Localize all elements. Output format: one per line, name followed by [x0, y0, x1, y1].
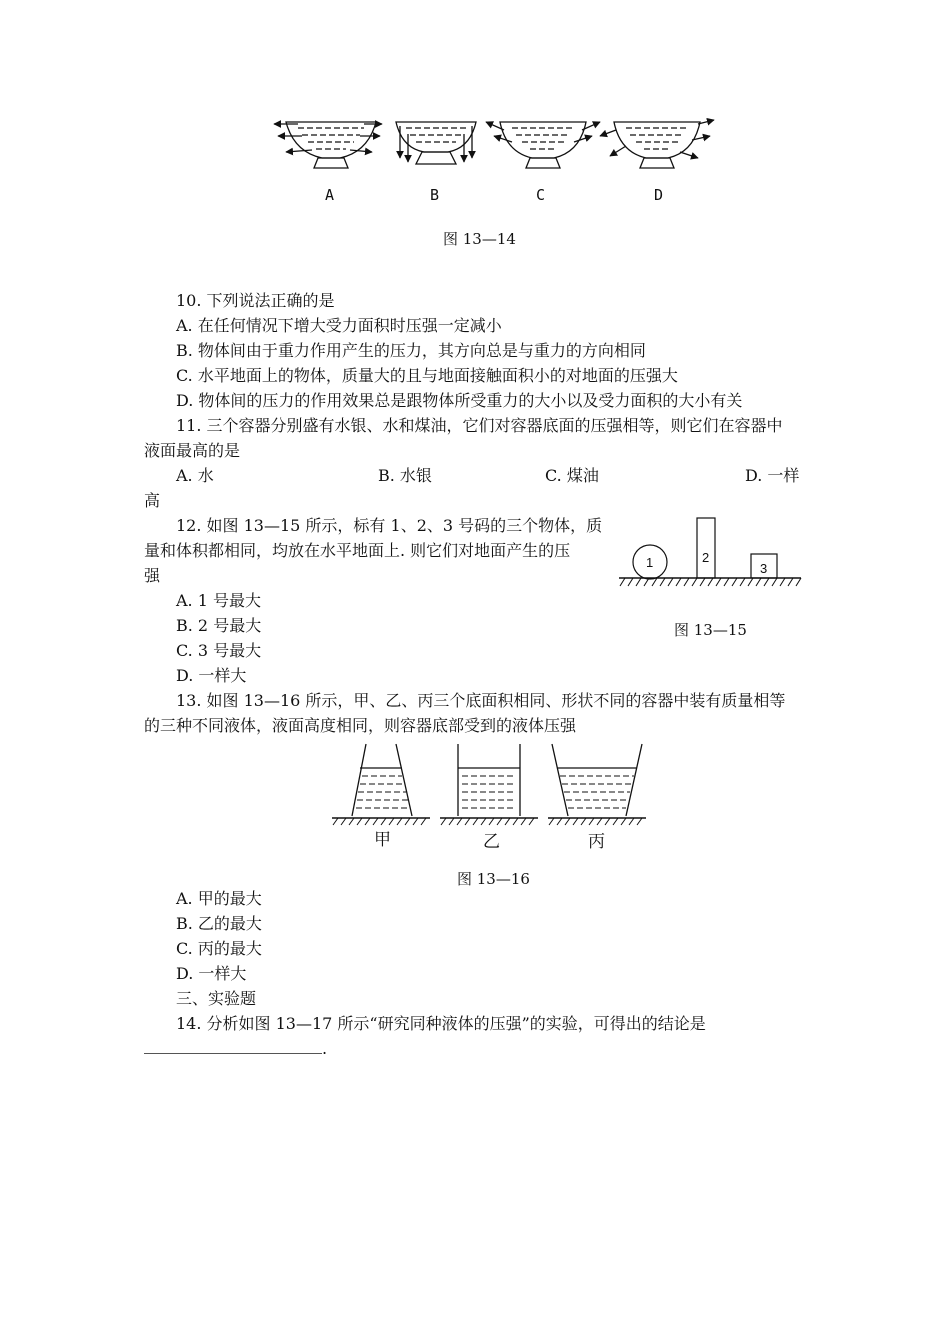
container-yi — [458, 744, 520, 816]
fig14-label-b: B — [430, 186, 440, 204]
q11-option-c: C. 煤油 — [545, 466, 599, 485]
figure-13-15 — [615, 514, 805, 594]
object-2-tall-block — [697, 518, 715, 578]
q13-option-d: D. 一样大 — [176, 964, 247, 983]
q13-option-a: A. 甲的最大 — [176, 889, 262, 908]
bowl-a — [274, 122, 382, 168]
fig16-label-jia: 甲 — [374, 830, 391, 850]
figure-13-16 — [330, 742, 650, 852]
q10-option-b: B. 物体间由于重力作用产生的压力，其方向总是与重力的方向相同 — [176, 341, 646, 360]
fig15-label-3: 3 — [760, 561, 768, 576]
bowl-c — [486, 122, 600, 168]
q12-option-b: B. 2 号最大 — [176, 616, 262, 635]
bowl-b — [396, 122, 476, 164]
fig15-label-1: 1 — [646, 555, 654, 570]
q11-option-b: B. 水银 — [378, 466, 432, 485]
fig16-label-yi: 乙 — [483, 832, 500, 852]
q12-option-c: C. 3 号最大 — [176, 641, 262, 660]
q11-stem-line2: 液面最高的是 — [144, 441, 241, 460]
q14-answer-line — [144, 1038, 327, 1060]
q14-answer-blank[interactable] — [144, 1039, 322, 1054]
q11-option-a: A. 水 — [176, 466, 214, 485]
q11-option-d-wrap: 高 — [144, 491, 161, 510]
q13-option-c: C. 丙的最大 — [176, 939, 262, 958]
q10-option-d: D. 物体间的压力的作用效果总是跟物体所受重力的大小以及受力面积的大小有关 — [176, 391, 743, 410]
q12-stem-line1: 12. 如图 13—15 所示，标有 1、2、3 号码的三个物体，质 — [176, 516, 603, 535]
q14-stem: 14. 分析如图 13—17 所示“研究同种液体的压强”的实验，可得出的结论是 — [176, 1014, 706, 1033]
q12-stem-line3: 强 — [144, 566, 161, 585]
bowl-d — [600, 120, 714, 168]
figure-13-16-caption: 图 13—16 — [457, 870, 530, 888]
fig14-label-d: D — [654, 186, 664, 204]
fig14-label-c: C — [536, 186, 546, 204]
q13-stem-line1: 13. 如图 13—16 所示，甲、乙、丙三个底面积相同、形状不同的容器中装有质量相等 — [176, 691, 786, 710]
q10-option-c: C. 水平地面上的物体，质量大的且与地面接触面积小的对地面的压强大 — [176, 366, 678, 385]
q12-option-d: D. 一样大 — [176, 666, 247, 685]
q12-stem-line2: 量和体积都相同，均放在水平地面上. 则它们对地面产生的压 — [144, 541, 571, 560]
container-bing — [552, 744, 642, 816]
fig15-label-2: 2 — [702, 550, 710, 565]
q11-stem-line1: 11. 三个容器分别盛有水银、水和煤油，它们对容器底面的压强相等，则它们在容器中 — [176, 416, 783, 435]
q14-end-period: . — [322, 1039, 328, 1058]
figure-13-14-caption: 图 13—14 — [443, 230, 516, 248]
fig14-label-a: A — [325, 186, 335, 204]
q12-option-a: A. 1 号最大 — [176, 591, 261, 610]
q10-option-a: A. 在任何情况下增大受力面积时压强一定减小 — [176, 316, 502, 335]
q10-stem: 10. 下列说法正确的是 — [176, 291, 335, 310]
figure-13-14 — [268, 112, 728, 202]
q11-option-d: D. 一样 — [745, 466, 800, 485]
q13-stem-line2: 的三种不同液体，液面高度相同，则容器底部受到的液体压强 — [144, 716, 577, 735]
fig16-label-bing: 丙 — [588, 832, 605, 852]
section-3-title: 三、实验题 — [176, 989, 257, 1008]
container-jia — [352, 744, 412, 816]
figure-13-15-caption: 图 13—15 — [674, 621, 747, 639]
q13-option-b: B. 乙的最大 — [176, 914, 262, 933]
